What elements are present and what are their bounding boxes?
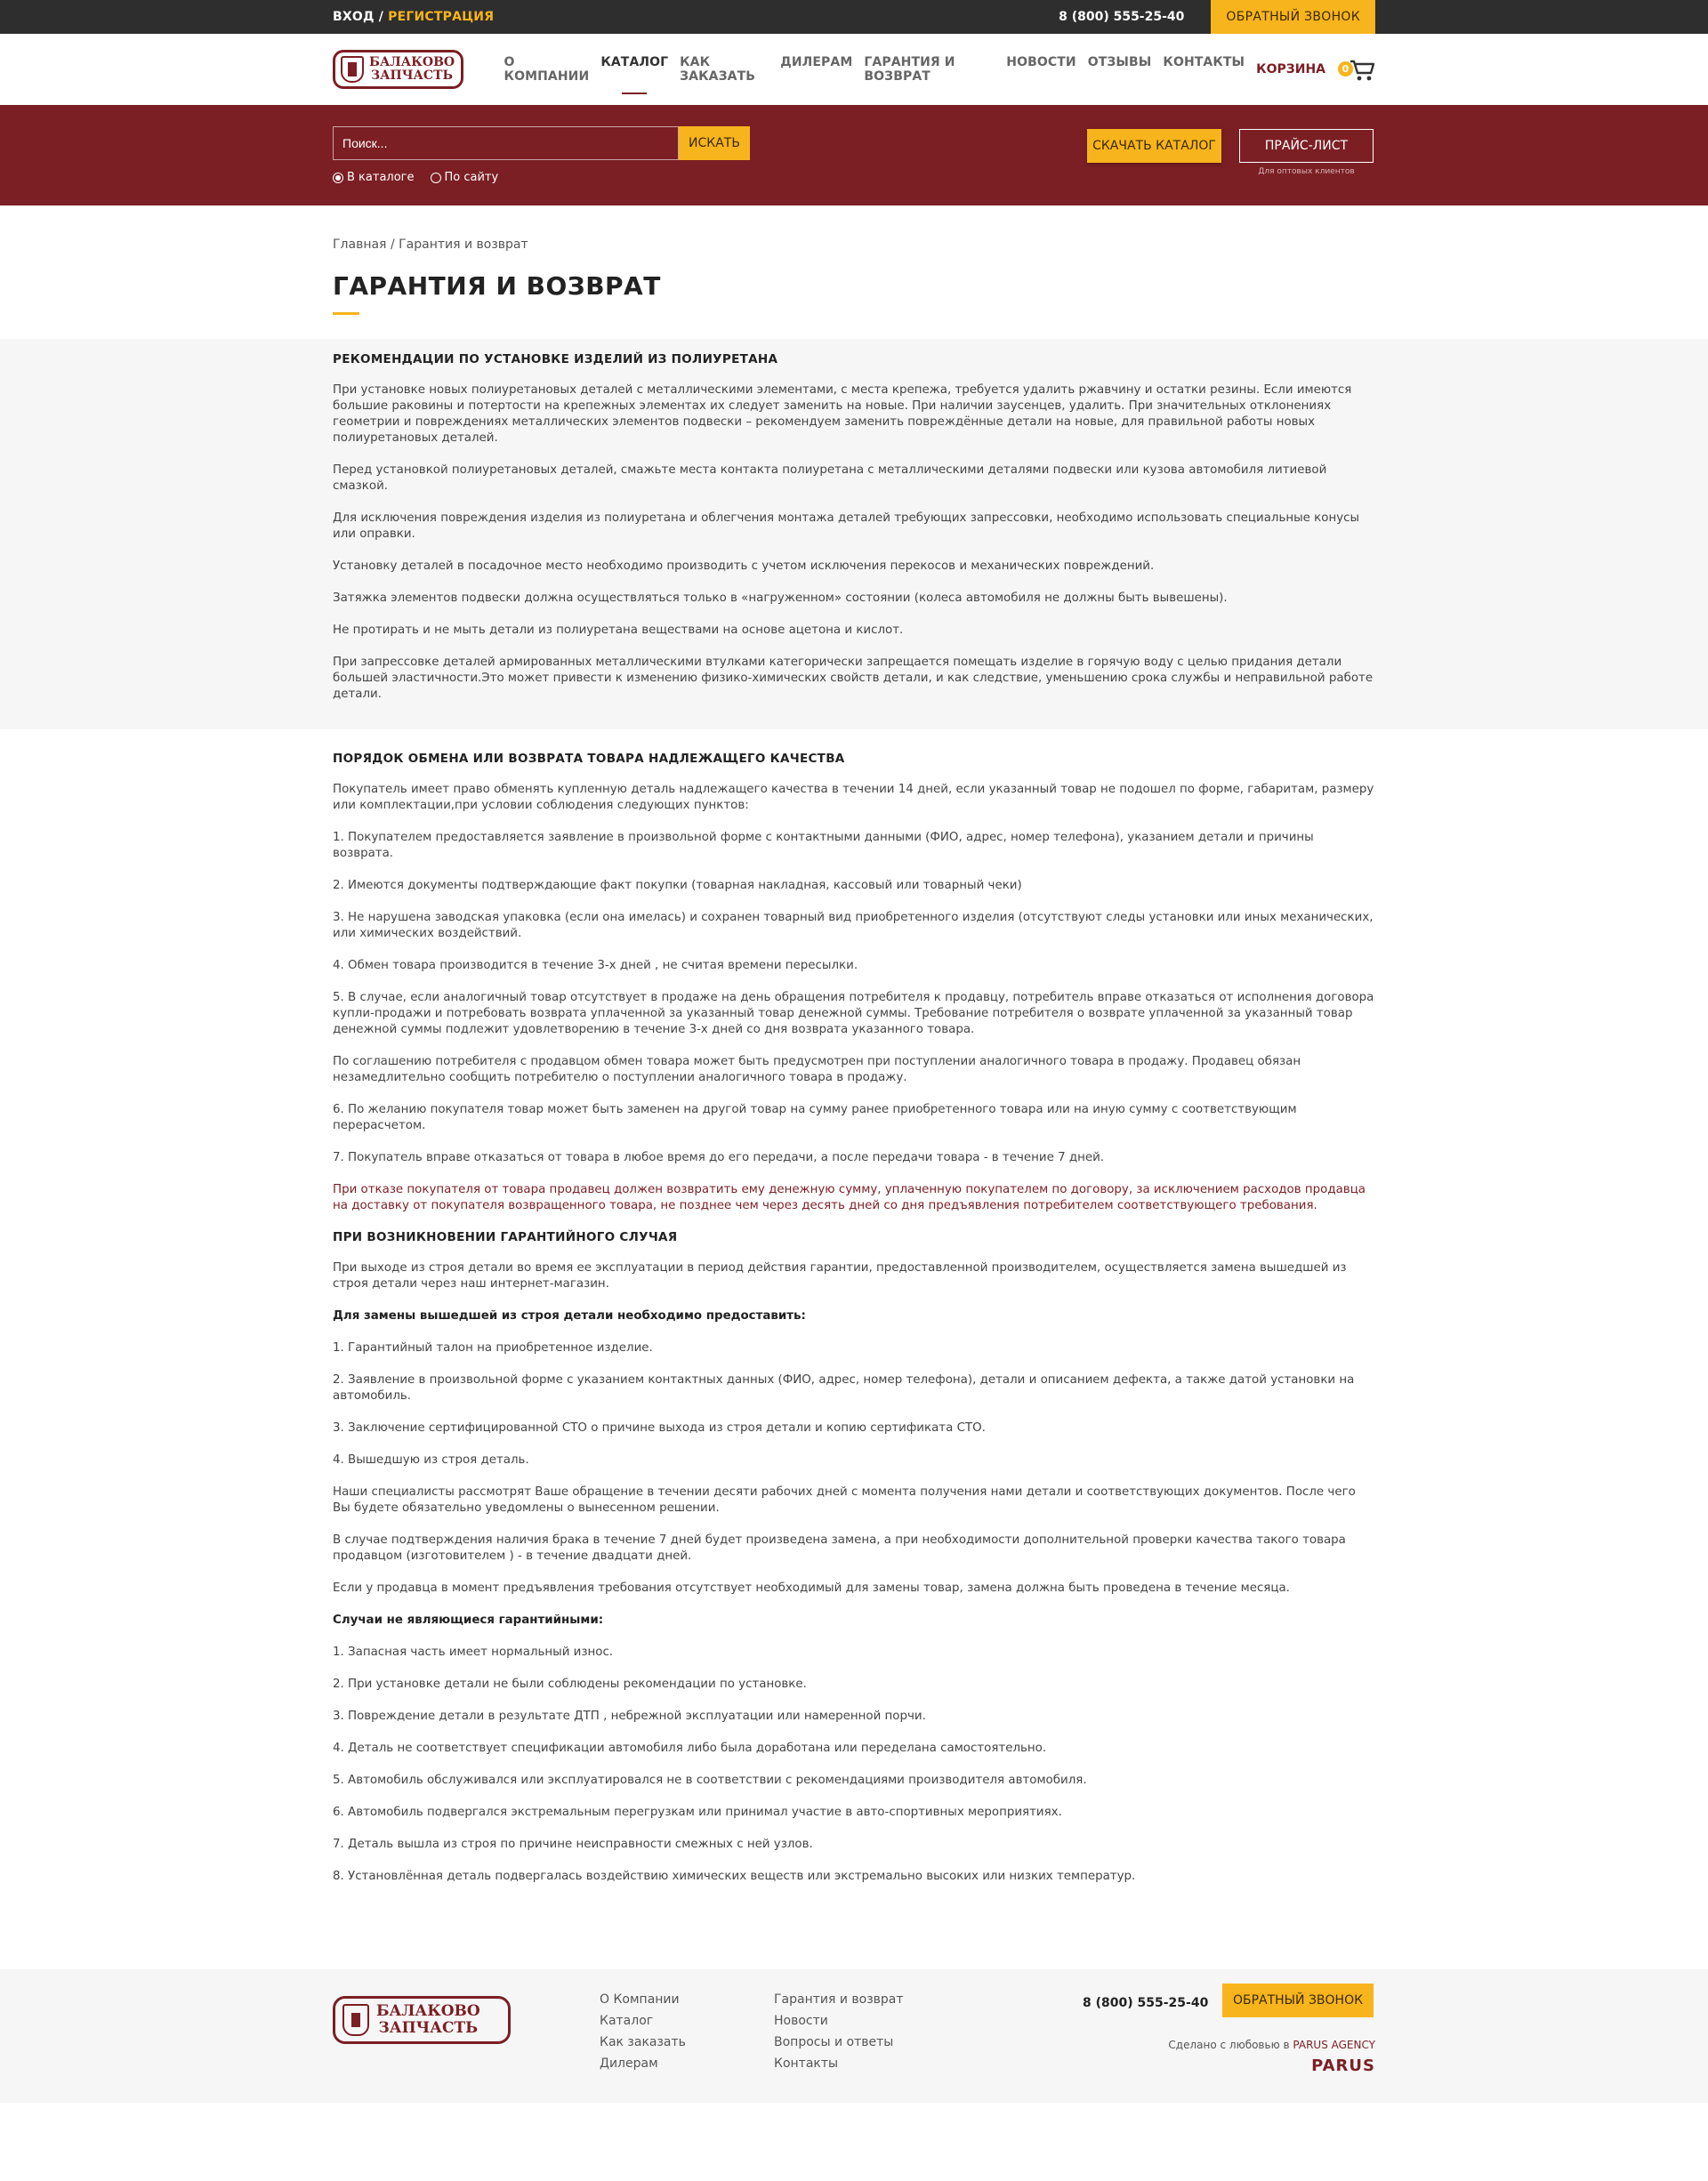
paragraph: Наши специалисты рассмотрят Ваше обращение в течении десяти рабочих дней с момента получения нами детали и соответствующих документов. После чего Вы будете обязательно уведомлены о вынесенном решении. xyxy=(333,1485,1356,1515)
cart-label: КОРЗИНА xyxy=(1256,62,1325,76)
radio-checked-icon xyxy=(333,173,343,183)
login-link[interactable]: ВХОД xyxy=(333,10,375,24)
list-item: 5. В случае, если аналогичный товар отсутствует в продаже на день обращения потребителя к продавцу, потребитель вправе отказаться от исполнения договора купли-продажи и потребовать возврата уплаченной за указанный товар денежной суммы. Требование потребителя о возврате уплаченной за указанный товар денежной суммы подлежит удовлетворению в течение 3-х дней со дня возврата указанного товара. xyxy=(333,991,1374,1036)
paragraph: Не протирать и не мыть детали из полиуретана веществами на основе ацетона и кислот. xyxy=(333,624,904,637)
nav-item-reviews[interactable]: ОТЗЫВЫ xyxy=(1087,55,1152,69)
footer-callback-button[interactable]: ОБРАТНЫЙ ЗВОНОК xyxy=(1222,1984,1374,2017)
logo-emblem-icon xyxy=(342,2004,369,2036)
search-input[interactable] xyxy=(333,126,679,160)
paragraph: Для исключения повреждения изделия из полиуретана и облегчения монтажа деталей требующих запрессовки, необходимо использовать специальные конусы или оправки. xyxy=(333,511,1360,541)
nav-item-dealers[interactable]: ДИЛЕРАМ xyxy=(780,55,853,69)
auth-separator: / xyxy=(378,10,384,24)
radio-site[interactable]: По сайту xyxy=(431,171,499,184)
callback-button[interactable]: ОБРАТНЫЙ ЗВОНОК xyxy=(1211,0,1375,34)
footer-link-dealers[interactable]: Дилерам xyxy=(600,2056,658,2071)
footer-logo-text: БАЛАКОВО ЗАПЧАСТЬ xyxy=(376,2002,480,2037)
list-item: 2. Заявление в произвольной форме с указанием контактных данных (ФИО, адрес, номер телефона), детали и описанием дефекта, а также датой установки на автомобиль. xyxy=(333,1373,1355,1403)
paragraph: Перед установкой полиуретановых деталей, смажьте места контакта полиуретана с металлическими деталями подвески или кузова автомобиля литиевой смазкой. xyxy=(333,463,1327,493)
list-item: 1. Гарантийный талон на приобретенное изделие. xyxy=(333,1341,653,1355)
nav-item-how-to-order[interactable]: КАК ЗАКАЗАТЬ xyxy=(680,55,756,84)
nav-item-contacts[interactable]: КОНТАКТЫ xyxy=(1163,55,1245,69)
paragraph: При запрессовке деталей армированных металлическими втулками категорически запрещается помещать изделие в горячую воду с целью придания детали большей эластичности.Это может привести к изменению физико-химических свойств детали, и как следствие, уменьшению срока службы и неправильной работе детали. xyxy=(333,656,1374,701)
logo-emblem-icon xyxy=(341,56,364,83)
auth-links xyxy=(333,10,494,24)
list-item: 1. Покупателем предоставляется заявление в произвольной форме с контактными данными (ФИО, адрес, номер телефона), указанием детали и причины возврата. xyxy=(333,831,1314,860)
list-item: 3. Повреждение детали в результате ДТП , небрежной эксплуатации или намеренной порчи. xyxy=(333,1710,926,1723)
page-title: ГАРАНТИЯ И ВОЗВРАТ xyxy=(333,271,661,301)
page-heading xyxy=(333,205,1375,339)
list-item: 2. Имеются документы подтверждающие факт покупки (товарная накладная, кассовый или товарный чеки) xyxy=(333,879,1022,892)
search-button[interactable]: ИСКАТЬ xyxy=(679,126,750,160)
main-nav xyxy=(504,44,1257,94)
register-link[interactable]: РЕГИСТРАЦИЯ xyxy=(388,10,495,24)
radio-catalog[interactable]: В каталоге xyxy=(333,171,415,184)
list-item: 4. Деталь не соответствует спецификации автомобиля либо была доработана или переделана самостоятельно. xyxy=(333,1742,1047,1755)
installation-section xyxy=(0,339,1708,729)
cart-icon[interactable] xyxy=(1338,56,1375,83)
footer-links-1 xyxy=(600,1989,686,2074)
download-catalog-button[interactable]: СКАЧАТЬ КАТАЛОГ xyxy=(1087,129,1221,163)
list-item: 4. Вышедшую из строя деталь. xyxy=(333,1453,529,1467)
breadcrumb-current: Гарантия и возврат xyxy=(399,237,528,252)
logo-text: БАЛАКОВО ЗАПЧАСТЬ xyxy=(369,55,455,83)
list-item: 4. Обмен товара производится в течение 3-х дней , не считая времени пересылки. xyxy=(333,959,858,972)
list-item: 7. Покупатель вправе отказаться от товара в любое время до его передачи, а после передачи товара - в течение 7 дней. xyxy=(333,1151,1105,1164)
section-title: РЕКОМЕНДАЦИИ ПО УСТАНОВКЕ ИЗДЕЛИЙ ИЗ ПОЛИУРЕТАНА xyxy=(333,352,778,366)
section-title: ПОРЯДОК ОБМЕНА ИЛИ ВОЗВРАТА ТОВАРА НАДЛЕЖАЩЕГО КАЧЕСТВА xyxy=(333,752,845,766)
list-item: 6. По желанию покупателя товар может быть заменен на другой товар на сумму ранее приобретенного товара или на иную сумму с соответствующим перерасчетом. xyxy=(333,1103,1297,1132)
paragraph: При установке новых полиуретановых деталей с металлическими элементами, с места крепежа, требуется удалить ржавчину и остатки резины. Если имеются большие раковины и потертости на крепежных элементах их следует заменить на новые. При наличии заусенцев, удалить. При значительных отклонениях геометрии и повреждениях металлических элементов подвески – рекомендуем заменить повреждённые детали на новые, для правильной работы новых полиуретановых деталей. xyxy=(333,383,1352,445)
list-item: 2. При установке детали не были соблюдены рекомендации по установке. xyxy=(333,1678,807,1691)
paragraph: Установку деталей в посадочное место необходимо производить с учетом исключения перекосов и механических повреждений. xyxy=(333,559,1155,573)
footer-link-catalog[interactable]: Каталог xyxy=(600,2014,654,2028)
section-title: ПРИ ВОЗНИКНОВЕНИИ ГАРАНТИЙНОГО СЛУЧАЯ xyxy=(333,1230,678,1244)
price-list-button[interactable]: ПРАЙС-ЛИСТ xyxy=(1239,129,1374,163)
paragraph: В случае подтверждения наличия брака в течение 7 дней будет произведена замена, а при необходимости дополнительной проверки качества такого товара продавцом (изготовителем ) - в течение двадцати дней. xyxy=(333,1533,1346,1563)
nav-item-about[interactable]: О КОМПАНИИ xyxy=(504,55,590,84)
search-band xyxy=(0,105,1708,205)
footer-link-about[interactable]: О Компании xyxy=(600,1992,680,2007)
docs-heading: Для замены вышедшей из строя детали необходимо предоставить: xyxy=(333,1309,806,1323)
footer-link-contacts[interactable]: Контакты xyxy=(774,2056,839,2071)
parus-logo[interactable]: PARUS xyxy=(1311,2056,1375,2075)
footer-link-warranty[interactable]: Гарантия и возврат xyxy=(774,1992,904,2007)
breadcrumb xyxy=(333,237,528,252)
highlight-paragraph: При отказе покупателя от товара продавец должен возвратить ему денежную сумму, уплаченную покупателем по договору, за исключением расходов продавца на доставку от покупателя возвращенного товара, не позднее чем через десять дней со дня предъявления потребителем соответствующего требования. xyxy=(333,1183,1366,1212)
list-item: 1. Запасная часть имеет нормальный износ. xyxy=(333,1646,614,1659)
paragraph: Если у продавца в момент предъявления требования отсутствует необходимый для замены товар, замена должна быть проведена в течение месяца. xyxy=(333,1581,1290,1595)
paragraph: По соглашению потребителя с продавцом обмен товара может быть предусмотрен при поступлении аналогичного товара в продажу. Продавец обязан незамедлительно сообщить потребителю о поступлении аналогичного товара в продажу. xyxy=(333,1055,1301,1084)
list-item: 8. Установлённая деталь подвергалась воздействию химических веществ или экстремально высоких или низких температур. xyxy=(333,1870,1136,1883)
list-item: 7. Деталь вышла из строя по причине неисправности смежных с ней узлов. xyxy=(333,1838,813,1851)
paragraph: При выходе из строя детали во время ее эксплуатации в период действия гарантии, предоставленной производителем, осуществляется замена вышедшей из строя детали через наш интернет-магазин. xyxy=(333,1261,1347,1291)
footer-link-news[interactable]: Новости xyxy=(774,2014,828,2028)
footer-logo[interactable] xyxy=(333,1996,511,2044)
logo[interactable] xyxy=(333,50,463,89)
return-section xyxy=(0,729,1708,1919)
footer xyxy=(0,1969,1708,2103)
header xyxy=(0,34,1708,105)
footer-link-faq[interactable]: Вопросы и ответы xyxy=(774,2035,894,2049)
top-phone[interactable]: 8 (800) 555-25-40 xyxy=(1059,10,1185,24)
cart-link[interactable] xyxy=(1256,56,1375,83)
made-by: Сделано с любовью в PARUS AGENCY xyxy=(1168,2039,1375,2051)
top-contacts xyxy=(1059,0,1375,34)
cases-heading: Случаи не являющиеся гарантийными: xyxy=(333,1614,604,1627)
search-form xyxy=(333,126,750,160)
title-underline xyxy=(333,312,359,315)
list-item: 5. Автомобиль обслуживался или эксплуатировался не в соответствии с рекомендациями производителя автомобиля. xyxy=(333,1774,1087,1787)
breadcrumb-home[interactable]: Главная xyxy=(333,237,387,252)
footer-links-2 xyxy=(774,1989,904,2074)
nav-item-warranty[interactable]: ГАРАНТИЯ И ВОЗВРАТ xyxy=(864,55,955,84)
price-list-note: Для оптовых клиентов xyxy=(1258,167,1355,176)
cart-count-badge: 0 xyxy=(1338,61,1353,76)
paragraph: Покупатель имеет право обменять купленную деталь надлежащего качества в течении 14 дней, если указанный товар не подошел по форме, габаритам, размеру или комплектации,при условии соблюдения следующих пунктов: xyxy=(333,783,1374,812)
footer-phone[interactable]: 8 (800) 555-25-40 xyxy=(1083,1996,1209,2010)
footer-link-how-to-order[interactable]: Как заказать xyxy=(600,2035,686,2049)
list-item: 6. Автомобиль подвергался экстремальным перегрузкам или принимал участие в авто-спортивных мероприятиях. xyxy=(333,1806,1062,1819)
breadcrumb-separator: / xyxy=(390,237,395,252)
agency-link[interactable]: PARUS AGENCY xyxy=(1293,2039,1375,2051)
list-item: 3. Не нарушена заводская упаковка (если она имелась) и сохранен товарный вид приобретенного изделия (отсутствуют следы установки или иных механических, или химических воздействий. xyxy=(333,911,1374,940)
top-bar xyxy=(0,0,1708,34)
search-scope xyxy=(333,171,498,184)
nav-item-news[interactable]: НОВОСТИ xyxy=(1006,55,1076,69)
paragraph: Затяжка элементов подвески должна осуществляться только в «нагруженном» состоянии (колеса автомобиля не должны быть вывешены). xyxy=(333,592,1228,605)
nav-item-catalog[interactable]: КАТАЛОГ xyxy=(600,44,668,94)
list-item: 3. Заключение сертифицированной СТО о причине выхода из строя детали и копию сертификата СТО. xyxy=(333,1421,986,1435)
radio-unchecked-icon xyxy=(431,173,441,183)
